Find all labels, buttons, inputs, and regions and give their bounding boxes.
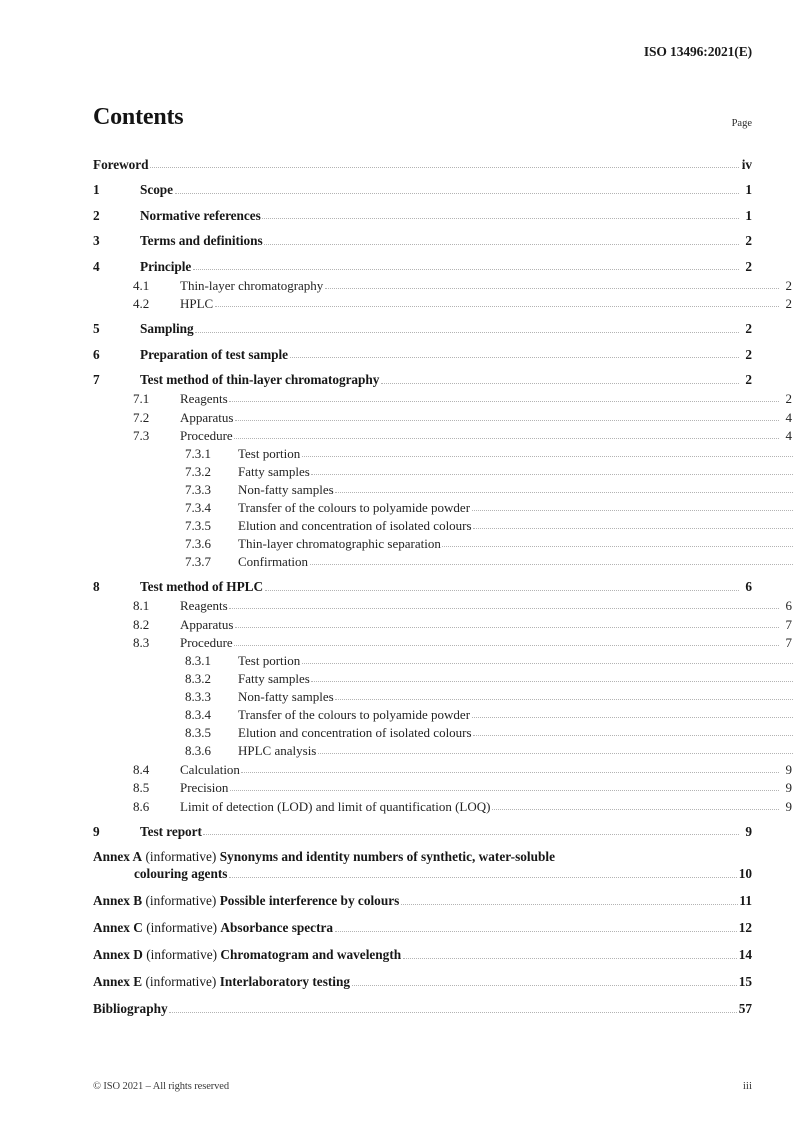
dot-leader	[442, 534, 793, 550]
toc-entry-label: Terms and definitions	[140, 233, 263, 249]
toc-entry-number: 8.5	[133, 780, 150, 795]
toc-entry-label: Apparatus	[180, 616, 234, 632]
toc-entry-label: Test method of thin-layer chromatography	[140, 372, 380, 388]
toc-entry[interactable]	[93, 797, 792, 813]
toc-entry-number: 8.3.2	[185, 671, 211, 686]
toc-entry-page-number: 2	[745, 346, 752, 362]
toc-entry-label: HPLC analysis	[238, 743, 317, 758]
toc-entry-label: Test method of HPLC	[140, 579, 264, 595]
toc-entry-page-number: 2	[745, 233, 752, 249]
toc-entry-number: 8.3.1	[185, 653, 211, 668]
toc-entry-label: HPLC	[180, 296, 214, 311]
toc-entry-page-number: 6	[745, 579, 752, 595]
toc-entry-number: 3	[93, 233, 100, 249]
toc-entry-label: Test portion	[238, 653, 301, 668]
contents-heading-row	[93, 104, 752, 134]
toc-annex-title: Chromatogram and wavelength	[220, 947, 402, 963]
toc-annex-label	[93, 921, 333, 934]
toc-entry-page-number: 2	[785, 391, 792, 406]
toc-entry[interactable]	[93, 462, 793, 478]
toc-entry[interactable]	[93, 444, 793, 460]
toc-entry-number: 8	[93, 579, 100, 595]
toc-entry[interactable]	[93, 651, 793, 667]
toc-annex-page-number: 10	[738, 866, 752, 882]
dot-leader	[311, 462, 793, 478]
toc-entry[interactable]	[93, 206, 752, 222]
dot-leader	[381, 371, 739, 387]
dot-leader	[302, 651, 793, 667]
toc-entry-number: 8.3	[133, 635, 150, 650]
toc-entry[interactable]	[93, 181, 752, 197]
toc-annex-title-line2	[93, 865, 752, 881]
toc-annex-title: Synonyms and identity numbers of synthetic, water-soluble	[219, 849, 555, 864]
toc-entry[interactable]	[93, 155, 752, 171]
toc-entry-label: Transfer of the colours to polyamide powder	[238, 707, 471, 722]
toc-entry-number: 7.3.7	[185, 554, 211, 569]
dot-leader	[403, 946, 738, 962]
toc-entry[interactable]	[93, 408, 792, 424]
toc-entry-number: 6	[93, 346, 100, 362]
toc-entry[interactable]	[93, 498, 793, 514]
dot-leader	[193, 257, 739, 273]
toc-annex-page-number: 11	[739, 893, 752, 909]
toc-annex-title-continued: colouring agents	[134, 866, 228, 882]
dot-leader	[235, 408, 779, 424]
toc-entry[interactable]	[93, 320, 752, 336]
toc-entry[interactable]	[93, 276, 792, 292]
toc-entry[interactable]	[93, 232, 752, 248]
toc-annex-name: Annex C	[93, 920, 143, 936]
toc-annex-kind: (informative)	[142, 920, 221, 936]
dot-leader	[215, 294, 779, 310]
toc-entry-label: Reagents	[180, 598, 228, 613]
toc-entry-label: Precision	[180, 780, 229, 795]
dot-leader	[175, 181, 739, 197]
dot-leader	[401, 892, 738, 908]
toc-entry-page-number: 1	[745, 182, 752, 198]
toc-entry[interactable]	[93, 480, 793, 496]
toc-entry-label: Confirmation	[238, 554, 309, 569]
toc-annex-title-line1	[93, 849, 752, 865]
toc-entry-label: Fatty samples	[238, 671, 310, 686]
toc-entry-number: 7.3	[133, 428, 150, 443]
dot-leader	[262, 206, 738, 222]
toc-entry-label: Thin-layer chromatography	[180, 277, 324, 293]
toc-entry-page-number: 9	[745, 823, 752, 839]
toc-entry-number: 5	[93, 321, 100, 337]
toc-entry-label: Test portion	[238, 446, 301, 461]
toc-entry-number: 7	[93, 372, 100, 388]
toc-annex-page-number: 12	[738, 920, 752, 936]
dot-leader	[234, 633, 778, 649]
toc-entry[interactable]	[93, 578, 752, 594]
toc-entry-number: 2	[93, 207, 100, 223]
dot-leader	[150, 155, 739, 171]
toc-entry-page-number: 7	[785, 616, 792, 632]
dot-leader	[318, 741, 793, 757]
page-title: Contents	[93, 104, 184, 130]
dot-leader	[335, 687, 793, 703]
toc-entry-number: 8.3.5	[185, 725, 211, 740]
dot-leader	[335, 919, 738, 935]
dot-leader	[290, 345, 739, 361]
toc-entry-number: 8.3.4	[185, 707, 211, 722]
toc-annex-name: Annex A	[93, 849, 143, 864]
document-reference-header: ISO 13496:2021(E)	[643, 44, 752, 59]
dot-leader	[473, 516, 793, 532]
toc-entry[interactable]	[93, 669, 793, 685]
toc-entry-label: Scope	[140, 182, 173, 198]
toc-annex-page-number: 14	[738, 947, 752, 963]
toc-annex-page-number: 15	[738, 974, 752, 990]
toc-entry-page-number: 7	[785, 635, 792, 650]
toc-entry[interactable]	[93, 596, 792, 612]
toc-entry-label: Calculation	[180, 761, 240, 777]
toc-annex-kind: (informative)	[142, 893, 220, 909]
dot-leader	[195, 320, 738, 336]
page-column-label: Page	[731, 118, 752, 129]
toc-entry[interactable]	[93, 723, 793, 739]
toc-entry-number: 7.3.3	[185, 482, 211, 497]
dot-leader	[325, 276, 779, 292]
dot-leader	[302, 444, 793, 460]
dot-leader	[311, 669, 793, 685]
dot-leader	[492, 797, 779, 813]
dot-leader	[203, 822, 738, 838]
dot-leader	[472, 498, 793, 514]
toc-entry-page-number: iv	[741, 156, 752, 172]
toc-entry-label: Procedure	[180, 635, 233, 650]
dot-leader	[230, 778, 779, 794]
toc-annex-label	[93, 948, 401, 961]
toc-annex-title: Absorbance spectra	[220, 920, 334, 936]
toc-annex-label	[93, 894, 399, 907]
toc-annex-kind: (informative)	[142, 849, 220, 864]
toc-entry-label: Non-fatty samples	[238, 689, 334, 704]
dot-leader	[352, 973, 738, 989]
toc-annex-title: Interlaboratory testing	[219, 974, 351, 990]
toc-entry-number: 8.2	[133, 616, 150, 632]
toc-entry-number: 8.4	[133, 761, 150, 777]
toc-entry-page-number: 2	[745, 258, 752, 274]
page-folio: iii	[742, 1080, 752, 1092]
toc-entry-number: 8.3.3	[185, 689, 211, 704]
toc-entry[interactable]	[93, 705, 793, 721]
toc-entry-page-number: 4	[785, 428, 792, 443]
toc-entry-page-number: 2	[745, 321, 752, 337]
dot-leader	[241, 760, 778, 776]
toc-entry-page-number: 9	[785, 798, 792, 814]
toc-annex-entry[interactable]	[93, 946, 752, 962]
toc-annex-label	[93, 975, 350, 988]
toc-entry-number: 7.3.4	[185, 500, 211, 515]
toc-entry-label: Foreword	[93, 156, 149, 172]
toc-entry-label: Procedure	[180, 428, 233, 443]
toc-entry-number: 9	[93, 823, 100, 839]
toc-entry-page-number: 2	[785, 277, 792, 293]
toc-entry-number: 7.3.1	[185, 446, 211, 461]
toc-entry-number: 8.1	[133, 598, 150, 613]
dot-leader	[234, 426, 778, 442]
toc-entry-label: Elution and concentration of isolated colours	[238, 725, 472, 740]
toc-annex-name: Annex B	[93, 893, 143, 909]
toc-entry-label: Normative references	[140, 207, 261, 223]
toc-entry-page-number: 6	[785, 598, 792, 613]
dot-leader	[473, 723, 793, 739]
toc-entry-page-number: 4	[785, 409, 792, 425]
toc-bibliography-label: Bibliography	[93, 1001, 168, 1017]
toc-entry[interactable]	[93, 822, 752, 838]
toc-entry-number: 7.2	[133, 409, 150, 425]
dot-leader	[264, 232, 738, 248]
toc-entry-label: Transfer of the colours to polyamide powder	[238, 500, 471, 515]
toc-annex-entry[interactable]	[93, 892, 752, 908]
toc-entry[interactable]	[93, 633, 792, 649]
toc-annex-entry[interactable]	[93, 849, 752, 881]
dot-leader	[229, 389, 778, 405]
toc-entry[interactable]	[93, 257, 752, 273]
toc-entry[interactable]	[93, 426, 792, 442]
toc-entry[interactable]	[93, 294, 792, 310]
toc-entry-label: Reagents	[180, 391, 228, 406]
toc-entry[interactable]	[93, 760, 792, 776]
toc-entry-number: 7.3.6	[185, 536, 211, 551]
toc-bibliography-page-number: 57	[738, 1001, 752, 1017]
dot-leader	[169, 1000, 737, 1016]
toc-entry-page-number: 9	[785, 761, 792, 777]
dot-leader	[310, 552, 793, 568]
toc-entry-number: 7.1	[133, 391, 150, 406]
toc-entry-number: 7.3.2	[185, 464, 211, 479]
dot-leader	[265, 578, 739, 594]
toc-entry-label: Apparatus	[180, 409, 234, 425]
toc-entry-page-number: 2	[785, 296, 792, 311]
toc-entry[interactable]	[93, 345, 752, 361]
toc-entry[interactable]	[93, 534, 793, 550]
toc-annex-entry[interactable]	[93, 973, 752, 989]
toc-entry-label: Fatty samples	[238, 464, 310, 479]
copyright-notice: © ISO 2021 – All rights reserved	[93, 1081, 230, 1092]
toc-entry[interactable]	[93, 741, 793, 757]
toc-entry-number: 4.2	[133, 296, 150, 311]
toc-entry[interactable]	[93, 778, 792, 794]
toc-entry-label: Preparation of test sample	[140, 346, 289, 362]
table-of-contents	[93, 155, 792, 1017]
toc-entry-number: 8.3.6	[185, 743, 211, 758]
toc-entry-number: 4	[93, 258, 100, 274]
toc-entry-number: 8.6	[133, 798, 150, 814]
toc-annex-name: Annex E	[93, 974, 143, 990]
toc-entry-label: Principle	[140, 258, 192, 274]
toc-entry[interactable]	[93, 615, 792, 631]
toc-entry[interactable]	[93, 687, 793, 703]
toc-entry-label: Sampling	[140, 321, 194, 337]
toc-entry-page-number: 1	[745, 207, 752, 223]
toc-entry-page-number: 9	[785, 780, 792, 795]
dot-leader	[229, 596, 778, 612]
toc-entry-label: Thin-layer chromatographic separation	[238, 536, 441, 551]
toc-entry[interactable]	[93, 389, 792, 405]
toc-annex-title: Possible interference by colours	[219, 893, 400, 909]
toc-entry[interactable]	[93, 516, 793, 532]
dot-leader	[235, 615, 779, 631]
toc-annex-entry[interactable]	[93, 919, 752, 935]
toc-annex-name: Annex D	[93, 947, 143, 963]
toc-entry-label: Elution and concentration of isolated colours	[238, 518, 472, 533]
toc-entry-number: 4.1	[133, 277, 150, 293]
toc-entry-number: 1	[93, 182, 100, 198]
dot-leader	[335, 480, 793, 496]
toc-entry-number: 7.3.5	[185, 518, 211, 533]
toc-entry[interactable]	[93, 552, 793, 568]
toc-annex-kind: (informative)	[142, 947, 221, 963]
toc-entry[interactable]	[93, 371, 752, 387]
toc-entry-label: Non-fatty samples	[238, 482, 334, 497]
toc-bibliography-entry[interactable]	[93, 1000, 752, 1016]
page-footer	[93, 1080, 752, 1092]
dot-leader	[229, 865, 737, 881]
toc-annex-kind: (informative)	[142, 974, 220, 990]
toc-entry-page-number: 2	[745, 372, 752, 388]
dot-leader	[472, 705, 793, 721]
toc-entry-label: Test report	[140, 823, 202, 839]
toc-entry-label: Limit of detection (LOD) and limit of quantification (LOQ)	[180, 798, 491, 814]
